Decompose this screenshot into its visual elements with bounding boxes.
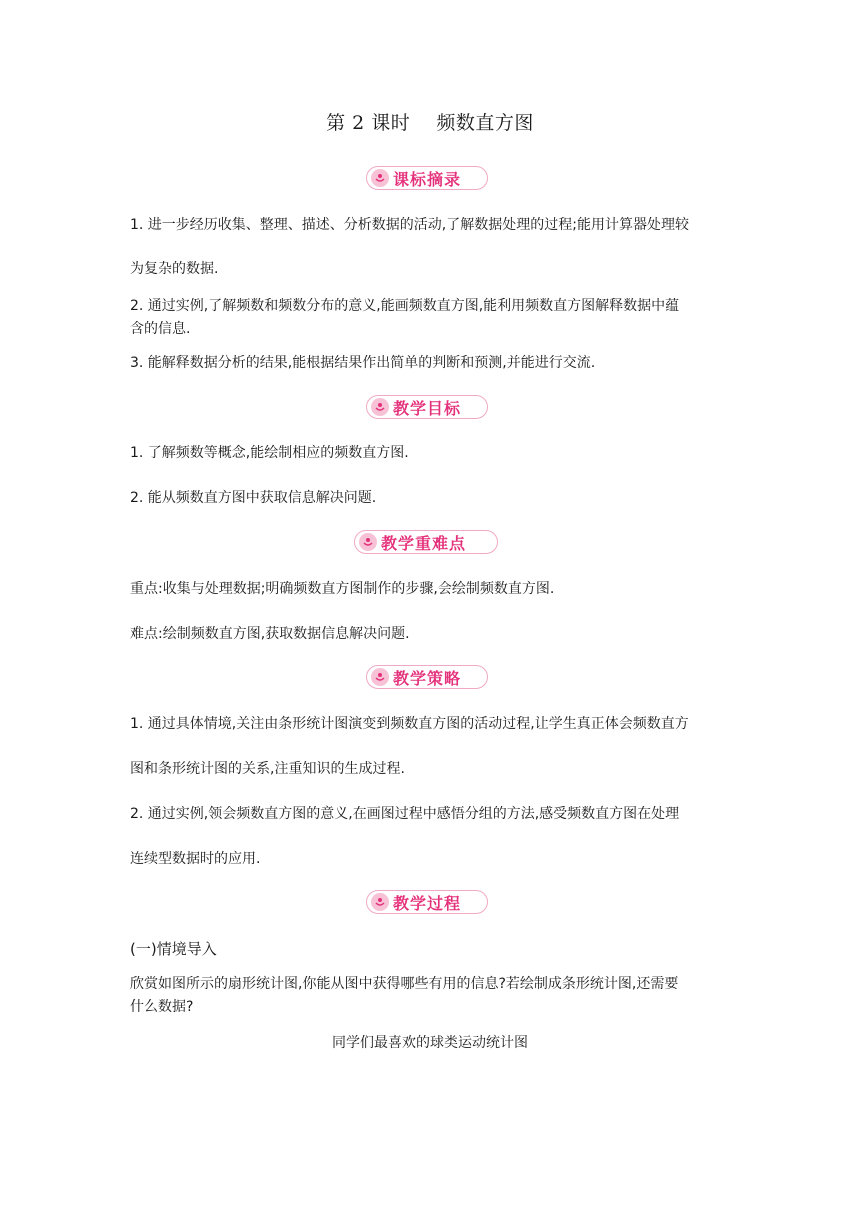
section-heading: 教学重难点 bbox=[381, 533, 467, 553]
page-title: 第 2 课时 频数直方图 bbox=[326, 112, 534, 134]
reading-hand-icon bbox=[371, 668, 389, 686]
strategy-item-1: 1. 通过具体情境,关注由条形统计图演变到频数直方图的活动过程,让学生真正体会频数直方 bbox=[130, 716, 689, 732]
curriculum-item-1: 1. 进一步经历收集、整理、描述、分析数据的活动,了解数据处理的过程;能用计算器处理较 bbox=[130, 217, 689, 233]
reading-hand-icon bbox=[371, 169, 389, 187]
goal-item-1: 1. 了解频数等概念,能绘制相应的频数直方图. bbox=[130, 445, 409, 461]
strategy-item-2: 2. 通过实例,领会频数直方图的意义,在画图过程中感悟分组的方法,感受频数直方图在处理 bbox=[130, 806, 680, 822]
section-heading: 教学目标 bbox=[393, 398, 462, 418]
section-heading: 教学过程 bbox=[393, 893, 462, 913]
goal-item-2: 2. 能从频数直方图中获取信息解决问题. bbox=[130, 490, 377, 506]
key-point-emphasis: 重点:收集与处理数据;明确频数直方图制作的步骤,会绘制频数直方图. bbox=[130, 581, 555, 597]
strategy-item-1-cont: 图和条形统计图的关系,注重知识的生成过程. bbox=[130, 761, 405, 777]
curriculum-item-1-cont: 为复杂的数据. bbox=[130, 261, 219, 277]
section-heading: 教学策略 bbox=[393, 668, 462, 688]
curriculum-item-2: 2. 通过实例,了解频数和频数分布的意义,能画频数直方图,能利用频数直方图解释数据中蕴 bbox=[130, 298, 680, 314]
process-subheading: (一)情境导入 bbox=[130, 940, 217, 958]
section-heading: 课标摘录 bbox=[393, 169, 462, 189]
strategy-item-2-cont: 连续型数据时的应用. bbox=[130, 851, 261, 867]
section-badge-process bbox=[366, 890, 488, 914]
section-badge-key-points bbox=[354, 530, 498, 554]
reading-hand-icon bbox=[359, 533, 377, 551]
curriculum-item-3: 3. 能解释数据分析的结果,能根据结果作出简单的判断和预测,并能进行交流. bbox=[130, 355, 596, 371]
section-badge-strategy bbox=[366, 665, 488, 689]
reading-hand-icon bbox=[371, 893, 389, 911]
process-item-1: 欣赏如图所示的扇形统计图,你能从图中获得哪些有用的信息?若绘制成条形统计图,还需要 bbox=[130, 976, 679, 992]
figure-caption: 同学们最喜欢的球类运动统计图 bbox=[332, 1035, 528, 1051]
section-badge-goals bbox=[366, 395, 488, 419]
section-badge-curriculum bbox=[366, 166, 488, 190]
reading-hand-icon bbox=[371, 398, 389, 416]
curriculum-item-2-cont: 含的信息. bbox=[130, 321, 191, 337]
key-point-difficulty: 难点:绘制频数直方图,获取数据信息解决问题. bbox=[130, 626, 410, 642]
process-item-1-cont: 什么数据? bbox=[130, 999, 194, 1015]
